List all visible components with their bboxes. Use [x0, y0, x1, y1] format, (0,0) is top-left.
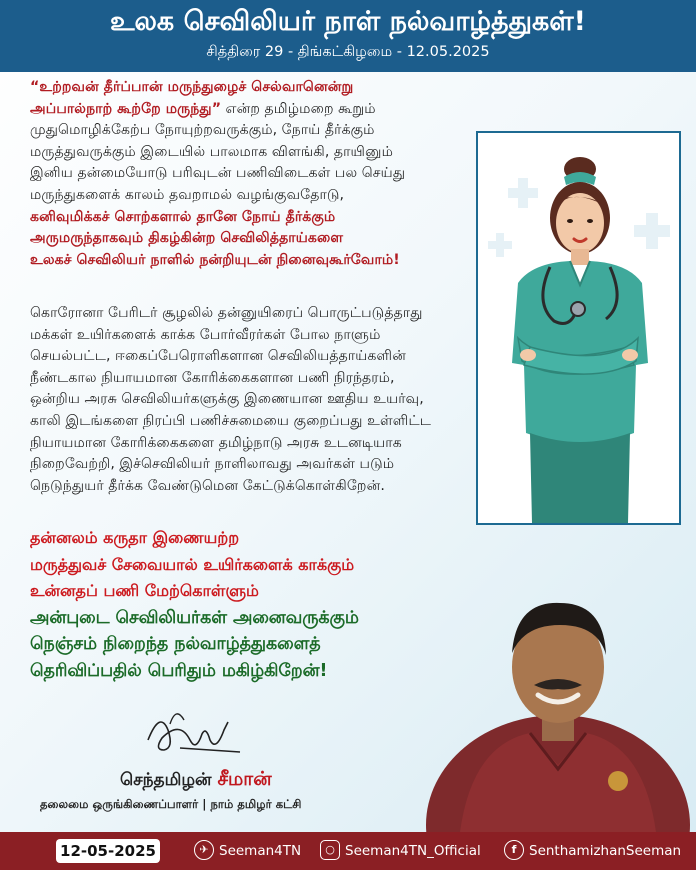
name-surname: சீமான் — [217, 768, 272, 790]
signatory-role: தலைமை ஒருங்கிணைப்பாளர் | நாம் தமிழர் கட்சி — [40, 797, 302, 811]
paragraph-line: நியாயமான கோரிக்கைகளை தமிழ்நாடு அரசு உடனடியாக — [30, 434, 402, 451]
paragraph-text: என்ற தமிழ்மறை கூறும் — [221, 100, 376, 117]
paragraph-line: முதுமொழிக்கேற்ப நோயுற்றவருக்கும், நோய் தீர்க்கும் — [30, 122, 375, 139]
closing-greeting — [30, 525, 359, 684]
closing-green-line: தெரிவிப்பதில் பெரிதும் மகிழ்கிறேன்! — [30, 660, 328, 681]
paragraph-line: நீண்டகால நியாயமான கோரிக்கைகளான பணி நிரந்தரம், — [30, 369, 395, 386]
date-badge: 12-05-2025 — [56, 839, 160, 863]
facebook-f-icon: f — [504, 840, 524, 860]
quote-line-2: அப்பால்நாற் கூற்றே மருந்து” — [30, 100, 222, 117]
signatory-photo — [420, 555, 696, 832]
paragraph-line: மருந்துகளைக் காலம் தவறாமல் வழங்குவதோடு, — [30, 186, 345, 203]
highlight-line: கனிவுமிக்கச் சொற்களால் தானே நோய் தீர்க்கும் — [30, 208, 336, 225]
paragraph-line: ஒன்றிய அரசு செவிலியர்களுக்கு இணையான ஊதிய உயர்வு, — [30, 391, 424, 408]
paragraph-line: காலி இடங்களை நிரப்பி பணிச்சுமையை குறைப்பது உள்ளிட்ட — [30, 412, 432, 429]
header-banner — [0, 0, 696, 72]
footer-bar — [0, 832, 696, 870]
paragraph-line: மக்கள் உயிர்களைக் காக்க போர்வீரர்கள் போல நாளும் — [30, 326, 381, 343]
instagram-handle[interactable] — [320, 839, 481, 863]
closing-green-line: அன்புடை செவிலியர்கள் அனைவருக்கும் — [30, 607, 359, 628]
page-title: உலக செவிலியர் நாள் நல்வாழ்த்துகள்! — [110, 6, 586, 37]
closing-red-line: உன்னதப் பணி மேற்கொள்ளும் — [30, 581, 259, 600]
twitter-bird-icon: ✈ — [194, 840, 214, 860]
date-subtitle: சித்திரை 29 - திங்கட்கிழமை - 12.05.2025 — [206, 44, 490, 60]
closing-green-line: நெஞ்சம் நிறைந்த நல்வாழ்த்துகளைத் — [30, 634, 321, 654]
signatory-name — [120, 768, 272, 793]
paragraph-line: செயல்பட்ட, ஈகைப்பேரொளிகளான செவிலியத்தாய்களின் — [30, 348, 406, 365]
instagram-icon: ○ — [320, 840, 340, 860]
nurse-illustration — [478, 133, 679, 523]
facebook-handle-text: SenthamizhanSeeman — [529, 843, 682, 859]
nurse-illustration-card — [476, 131, 681, 525]
highlight-line: அருமருந்தாகவும் திகழ்கின்ற செவிலித்தாய்களை — [30, 230, 344, 247]
paragraph-line: மருத்துவருக்கும் இடையில் பாலமாக விளங்கி, தாயினும் — [30, 143, 393, 160]
name-prefix: செந்தமிழன் — [120, 770, 212, 790]
instagram-handle-text: Seeman4TN_Official — [345, 843, 481, 859]
paragraph-line: இனிய தன்மையோடு பரிவுடன் பணிவிடைகள் பல செய்து — [30, 165, 406, 182]
signature-image — [140, 700, 250, 765]
twitter-handle-text: Seeman4TN — [219, 843, 302, 859]
closing-red-line: மருத்துவச் சேவையால் உயிர்களைக் காக்கும் — [30, 554, 355, 574]
message-paragraph-1 — [30, 77, 405, 271]
paragraph-line: கொரோனா பேரிடர் சூழலில் தன்னுயிரைப் பொருட்படுத்தாது — [30, 305, 423, 321]
closing-red-line: தன்னலம் கருதா இணையற்ற — [30, 528, 240, 547]
twitter-handle[interactable] — [194, 839, 301, 863]
paragraph-line: நெடுந்துயர் தீர்க்க வேண்டுமென கேட்டுக்கொள்கிறேன். — [30, 477, 385, 494]
quote-line-1: “உற்றவன் தீர்ப்பான் மருந்துழைச் செல்வானென்று — [30, 79, 354, 95]
highlight-line: உலகச் செவிலியர் நாளில் நன்றியுடன் நினைவுகூர்வோம்! — [30, 251, 400, 268]
facebook-handle[interactable] — [504, 839, 681, 863]
message-paragraph-2 — [30, 303, 431, 497]
paragraph-line: நிறைவேற்றி, இச்செவிலியர் நாளிலாவது அவர்கள் படும் — [30, 456, 395, 473]
